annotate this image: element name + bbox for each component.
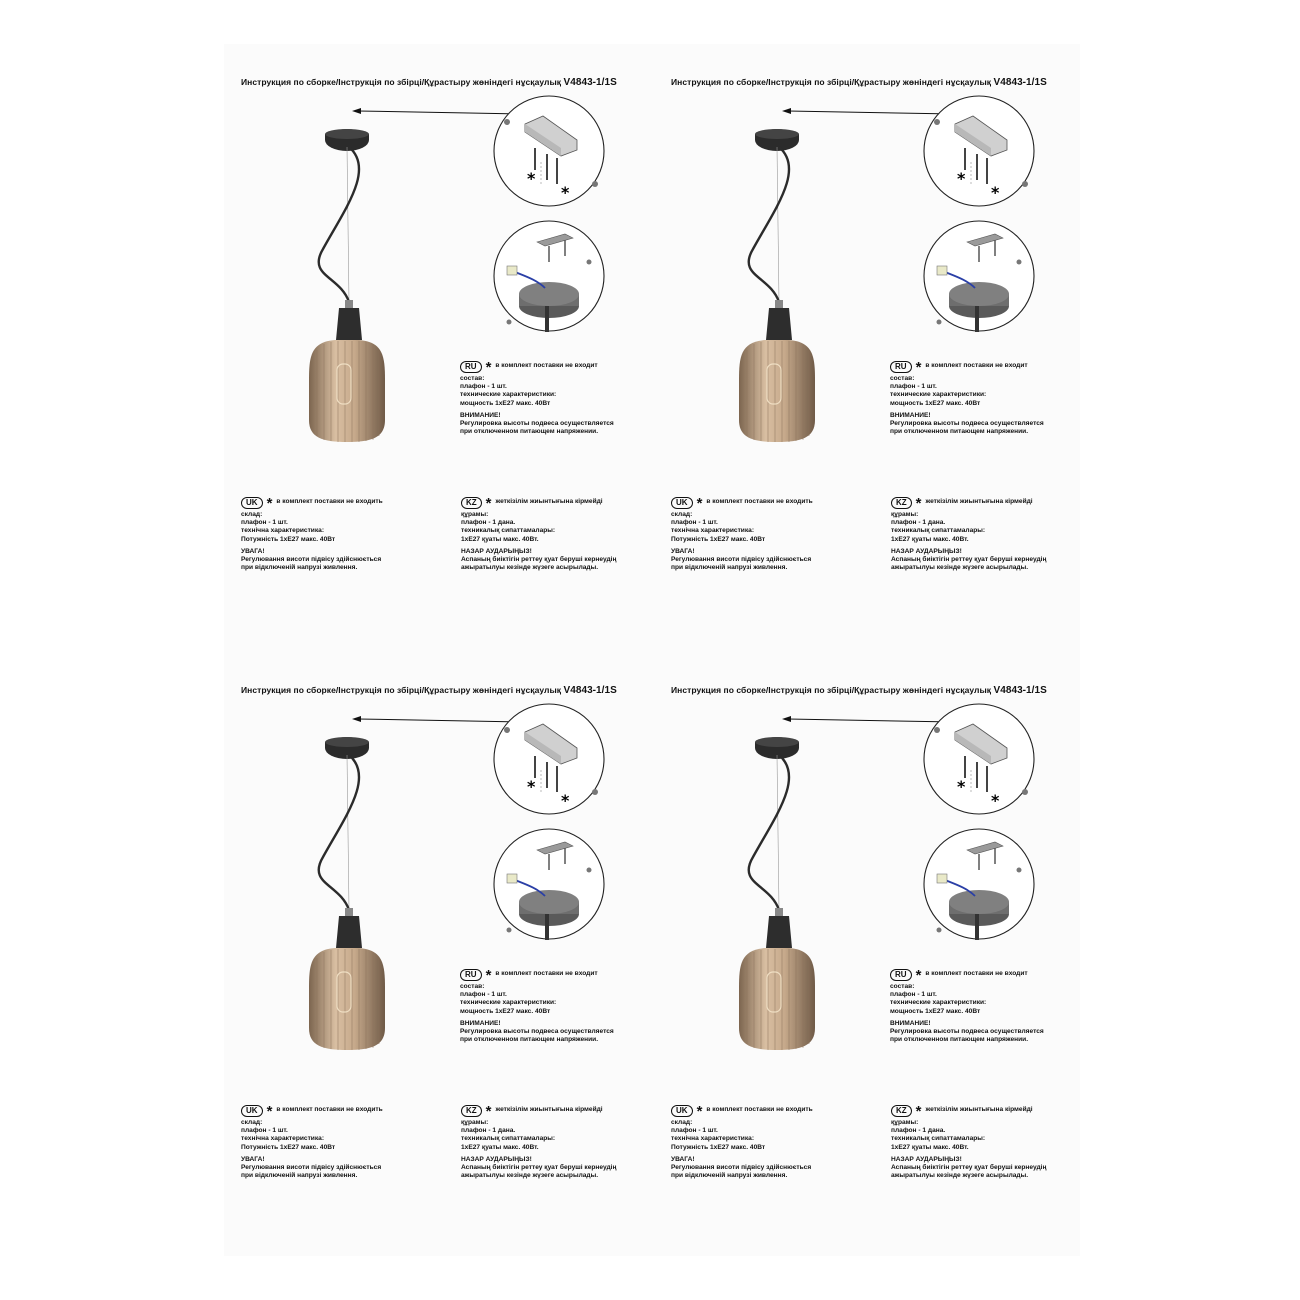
ru-warning-line: Регулировка высоты подвеса осуществляется [890, 420, 1044, 428]
uk-line: плафон - 1 шт. [241, 1127, 288, 1135]
instruction-panel [655, 44, 1085, 644]
uk-line: склад: [241, 511, 263, 518]
arrow-left-icon [352, 108, 525, 114]
uk-line: плафон - 1 шт. [671, 519, 718, 527]
title-text: Инструкция по сборке/Інструкція по збірці/Құрастыру жөніндегі нұсқаулық [241, 77, 562, 87]
uk-warning-line: при відключеній напрузі живлення. [671, 1172, 788, 1180]
uk-warning-title: УВАГА! [671, 547, 695, 555]
mounting-bracket-icon [494, 704, 604, 814]
ru-note: в комплект поставки не входит [495, 362, 598, 370]
uk-line: технічна характеристика: [241, 527, 325, 535]
uk-note: в комплект поставки не входить [276, 1106, 383, 1114]
kz-section [461, 496, 616, 572]
ru-line: мощность 1хE27 макс. 40Вт [460, 1007, 551, 1015]
ru-flag: RU [890, 969, 912, 981]
uk-warning-line: при відключеній напрузі живлення. [241, 1172, 358, 1180]
ru-section [890, 360, 1044, 436]
kz-warning-title: НАЗАР АУДАРЫҢЫЗ! [461, 547, 532, 555]
uk-line: технічна характеристика: [241, 1135, 325, 1143]
kz-line: құрамы: [461, 1119, 489, 1126]
uk-line: плафон - 1 шт. [241, 519, 288, 527]
uk-section [241, 496, 383, 572]
wiring-canopy-icon [494, 221, 604, 332]
asterisk-icon: * [915, 1103, 922, 1120]
kz-warning-line: ажыратылуы кезінде жүзеге асырылады. [461, 1172, 599, 1180]
kz-note: жеткізілім жиынтығына кірмейді [925, 1106, 1033, 1114]
kz-warning-line: Аспаның биіктігін реттеу қуат беруші кернеудің [461, 556, 617, 564]
uk-flag: UK [671, 497, 693, 509]
uk-flag: UK [671, 1105, 693, 1117]
kz-line: 1хE27 қуаты макс. 40Вт. [461, 1143, 539, 1151]
uk-flag: UK [241, 497, 263, 509]
pendant-lamp-icon [309, 737, 385, 1050]
ru-flag: RU [460, 969, 482, 981]
svg-text:*: * [561, 183, 570, 202]
arrow-left-icon [352, 716, 525, 722]
kz-warning-title: НАЗАР АУДАРЫҢЫЗ! [891, 547, 962, 555]
uk-line: Потужність 1хE27 макс. 40Вт [241, 535, 336, 543]
uk-note: в комплект поставки не входить [706, 1106, 813, 1114]
kz-warning-line: Аспаның биіктігін реттеу қуат беруші кернеудің [461, 1164, 617, 1172]
uk-section [671, 1104, 813, 1180]
mounting-bracket-icon [924, 96, 1034, 206]
kz-warning-line: Аспаның биіктігін реттеу қуат беруші кернеудің [891, 556, 1047, 564]
kz-warning-title: НАЗАР АУДАРЫҢЫЗ! [891, 1155, 962, 1163]
svg-text:*: * [991, 183, 1000, 202]
kz-line: 1хE27 қуаты макс. 40Вт. [461, 535, 539, 543]
ru-line: технические характеристики: [890, 999, 987, 1007]
ru-line: состав: [890, 983, 915, 990]
ru-section [460, 968, 614, 1044]
ru-line: мощность 1хE27 макс. 40Вт [890, 1007, 981, 1015]
kz-note: жеткізілім жиынтығына кірмейді [925, 498, 1033, 506]
kz-flag: KZ [891, 497, 912, 509]
arrow-left-icon [782, 716, 955, 722]
kz-warning-line: ажыратылуы кезінде жүзеге асырылады. [891, 564, 1029, 572]
uk-flag: UK [241, 1105, 263, 1117]
kz-warning-line: Аспаның биіктігін реттеу қуат беруші кернеудің [891, 1164, 1047, 1172]
ru-line: плафон - 1 шт. [460, 991, 507, 999]
uk-warning-line: Регулювання висоти підвісу здійснюється [241, 556, 382, 564]
kz-warning-line: ажыратылуы кезінде жүзеге асырылады. [461, 564, 599, 572]
ru-flag: RU [890, 361, 912, 373]
ru-warning-line: при отключенном питающем напряжении. [890, 1036, 1029, 1044]
ru-section [890, 968, 1044, 1044]
uk-line: склад: [671, 511, 693, 518]
uk-warning-title: УВАГА! [671, 1155, 695, 1163]
model-number: V4843-1/1S [993, 685, 1047, 696]
ru-line: технические характеристики: [890, 391, 987, 399]
uk-line: Потужність 1хE27 макс. 40Вт [671, 1143, 766, 1151]
kz-line: техникалық сипаттамалары: [461, 1135, 556, 1143]
arrow-left-icon [782, 108, 955, 114]
svg-text:*: * [527, 777, 536, 796]
ru-line: плафон - 1 шт. [890, 991, 937, 999]
ru-line: мощность 1хE27 макс. 40Вт [890, 399, 981, 407]
kz-line: техникалық сипаттамалары: [891, 527, 986, 535]
uk-note: в комплект поставки не входить [706, 498, 813, 506]
kz-note: жеткізілім жиынтығына кірмейді [495, 498, 603, 506]
uk-line: Потужність 1хE27 макс. 40Вт [671, 535, 766, 543]
ru-warning-line: при отключенном питающем напряжении. [460, 428, 599, 436]
ru-warning-line: Регулировка высоты подвеса осуществляется [890, 1028, 1044, 1036]
ru-warning-title: ВНИМАНИЕ! [460, 1019, 501, 1027]
kz-line: құрамы: [461, 511, 489, 518]
kz-flag: KZ [461, 1105, 482, 1117]
kz-line: техникалық сипаттамалары: [461, 527, 556, 535]
wiring-canopy-icon [924, 221, 1034, 332]
asterisk-icon: * [915, 495, 922, 512]
kz-line: плафон - 1 дана. [461, 519, 516, 527]
svg-text:*: * [957, 169, 966, 188]
pendant-lamp-icon [309, 129, 385, 442]
ru-warning-line: Регулировка высоты подвеса осуществляется [460, 420, 614, 428]
ru-note: в комплект поставки не входит [925, 362, 1028, 370]
model-number: V4843-1/1S [563, 77, 617, 88]
kz-section [891, 496, 1046, 572]
ru-warning-line: Регулировка высоты подвеса осуществляется [460, 1028, 614, 1036]
asterisk-icon: * [696, 495, 703, 512]
svg-text:*: * [561, 791, 570, 810]
kz-line: құрамы: [891, 1119, 919, 1126]
ru-flag: RU [460, 361, 482, 373]
kz-line: құрамы: [891, 511, 919, 518]
model-number: V4843-1/1S [563, 685, 617, 696]
model-number: V4843-1/1S [993, 77, 1047, 88]
kz-warning-title: НАЗАР АУДАРЫҢЫЗ! [461, 1155, 532, 1163]
uk-line: склад: [241, 1119, 263, 1126]
kz-line: плафон - 1 дана. [461, 1127, 516, 1135]
uk-note: в комплект поставки не входить [276, 498, 383, 506]
pendant-lamp-icon [739, 737, 815, 1050]
asterisk-icon: * [915, 967, 922, 984]
kz-flag: KZ [891, 1105, 912, 1117]
title-text: Инструкция по сборке/Інструкція по збірці/Құрастыру жөніндегі нұсқаулық [241, 685, 562, 695]
ru-warning-title: ВНИМАНИЕ! [890, 411, 931, 419]
kz-line: техникалық сипаттамалары: [891, 1135, 986, 1143]
mounting-bracket-icon [494, 96, 604, 206]
uk-line: плафон - 1 шт. [671, 1127, 718, 1135]
asterisk-icon: * [266, 495, 273, 512]
uk-warning-title: УВАГА! [241, 547, 265, 555]
uk-warning-line: Регулювання висоти підвісу здійснюється [241, 1164, 382, 1172]
ru-line: состав: [890, 375, 915, 382]
ru-line: плафон - 1 шт. [460, 383, 507, 391]
title-text: Инструкция по сборке/Інструкція по збірці/Құрастыру жөніндегі нұсқаулық [671, 77, 992, 87]
asterisk-icon: * [266, 1103, 273, 1120]
ru-section [460, 360, 614, 436]
ru-line: состав: [460, 375, 485, 382]
uk-line: технічна характеристика: [671, 527, 755, 535]
ru-line: мощность 1хE27 макс. 40Вт [460, 399, 551, 407]
wiring-canopy-icon [924, 829, 1034, 940]
instruction-panel [225, 652, 655, 1252]
pendant-lamp-icon [739, 129, 815, 442]
uk-warning-line: Регулювання висоти підвісу здійснюється [671, 1164, 812, 1172]
uk-warning-line: при відключеній напрузі живлення. [241, 564, 358, 572]
title-text: Инструкция по сборке/Інструкція по збірці/Құрастыру жөніндегі нұсқаулық [671, 685, 992, 695]
uk-line: склад: [671, 1119, 693, 1126]
ru-line: технические характеристики: [460, 391, 557, 399]
ru-line: плафон - 1 шт. [890, 383, 937, 391]
svg-text:*: * [527, 169, 536, 188]
uk-line: Потужність 1хE27 макс. 40Вт [241, 1143, 336, 1151]
kz-warning-line: ажыратылуы кезінде жүзеге асырылады. [891, 1172, 1029, 1180]
ru-line: состав: [460, 983, 485, 990]
ru-note: в комплект поставки не входит [495, 970, 598, 978]
uk-warning-title: УВАГА! [241, 1155, 265, 1163]
kz-line: плафон - 1 дана. [891, 1127, 946, 1135]
mounting-bracket-icon [924, 704, 1034, 814]
ru-warning-line: при отключенном питающем напряжении. [890, 428, 1029, 436]
kz-section [461, 1104, 616, 1180]
wiring-canopy-icon [494, 829, 604, 940]
asterisk-icon: * [485, 1103, 492, 1120]
uk-section [671, 496, 813, 572]
uk-line: технічна характеристика: [671, 1135, 755, 1143]
asterisk-icon: * [485, 967, 492, 984]
svg-text:*: * [957, 777, 966, 796]
asterisk-icon: * [915, 359, 922, 376]
asterisk-icon: * [696, 1103, 703, 1120]
kz-line: 1хE27 қуаты макс. 40Вт. [891, 1143, 969, 1151]
ru-warning-title: ВНИМАНИЕ! [460, 411, 501, 419]
svg-text:*: * [991, 791, 1000, 810]
asterisk-icon: * [485, 359, 492, 376]
uk-warning-line: при відключеній напрузі живлення. [671, 564, 788, 572]
ru-warning-line: при отключенном питающем напряжении. [460, 1036, 599, 1044]
uk-section [241, 1104, 383, 1180]
kz-note: жеткізілім жиынтығына кірмейді [495, 1106, 603, 1114]
ru-warning-title: ВНИМАНИЕ! [890, 1019, 931, 1027]
ru-line: технические характеристики: [460, 999, 557, 1007]
kz-section [891, 1104, 1046, 1180]
asterisk-icon: * [485, 495, 492, 512]
kz-line: плафон - 1 дана. [891, 519, 946, 527]
kz-line: 1хE27 қуаты макс. 40Вт. [891, 535, 969, 543]
ru-note: в комплект поставки не входит [925, 970, 1028, 978]
instruction-panel [225, 44, 655, 644]
kz-flag: KZ [461, 497, 482, 509]
uk-warning-line: Регулювання висоти підвісу здійснюється [671, 556, 812, 564]
instruction-panel [655, 652, 1085, 1252]
